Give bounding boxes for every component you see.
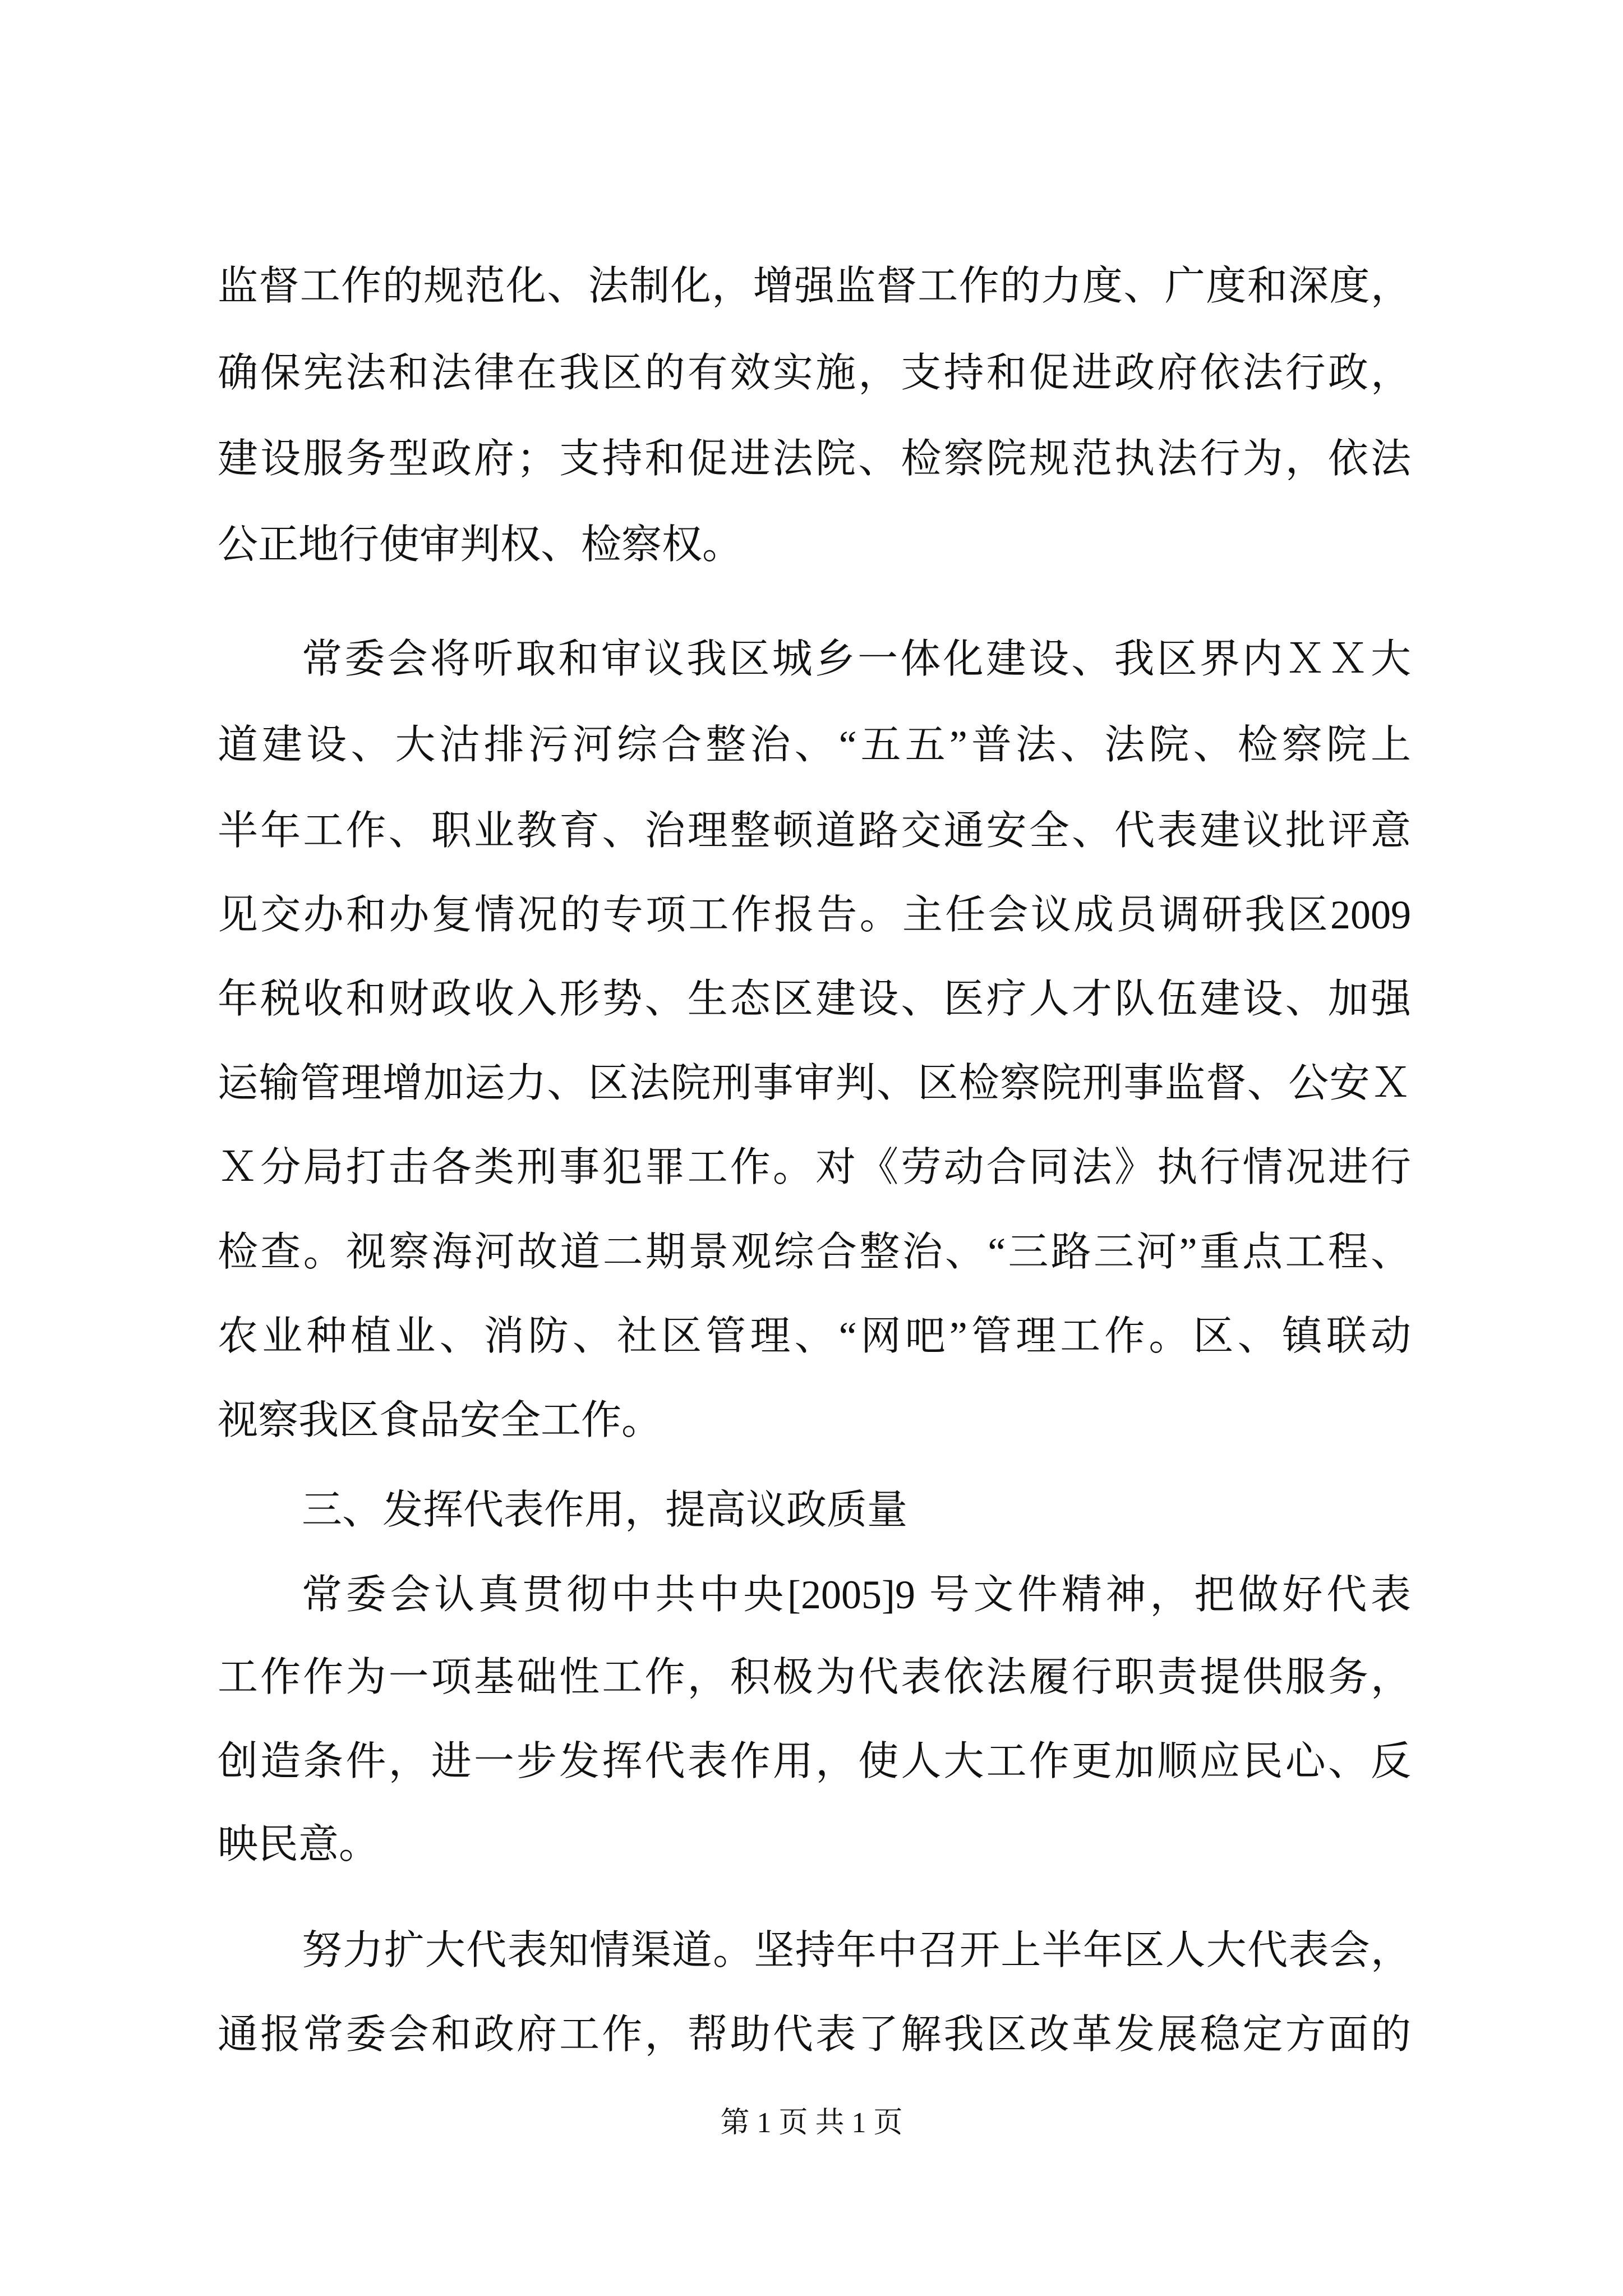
text-line: 农业种植业、消防、社区管理、“网吧”管理工作。区、镇联动 (218, 1314, 1411, 1359)
text-line: 检查。视察海河故道二期景观综合整治、“三路三河”重点工程、 (218, 1230, 1411, 1274)
text-line: 确保宪法和法律在我区的有效实施，支持和促进政府依法行政， (218, 351, 1411, 395)
text-line: 建设服务型政府；支持和促进法院、检察院规范执法行为，依法 (218, 436, 1411, 481)
text-line: 工作作为一项基础性工作，积极为代表依法履行职责提供服务， (218, 1655, 1411, 1700)
text-line: 道建设、大沽排污河综合整治、“五五”普法、法院、检察院上 (218, 723, 1411, 767)
text-line: 通报常委会和政府工作，帮助代表了解我区改革发展稳定方面的 (218, 2012, 1411, 2057)
text-line: 创造条件，进一步发挥代表作用，使人大工作更加顺应民心、反 (218, 1739, 1411, 1784)
text-line: 见交办和办复情况的专项工作报告。主任会议成员调研我区2009 (218, 892, 1411, 937)
text-line: 监督工作的规范化、法制化，增强监督工作的力度、广度和深度， (218, 264, 1411, 309)
text-line: 常委会认真贯彻中共中央[2005]9 号文件精神，把做好代表 (302, 1572, 1411, 1617)
section-heading-text: 三、发挥代表作用，提高议政质量 (302, 1488, 908, 1533)
text-line: 年税收和财政收入形势、生态区建设、医疗人才队伍建设、加强 (218, 977, 1411, 1022)
text-line: 运输管理增加运力、区法院刑事审判、区检察院刑事监督、公安Ｘ (218, 1061, 1411, 1106)
page-footer: 第 1 页 共 1 页 (720, 2107, 903, 2139)
text-line: 公正地行使审判权、检察权。 (218, 522, 743, 567)
text-line: 半年工作、职业教育、治理整顿道路交通安全、代表建议批评意 (218, 808, 1411, 853)
text-line: 努力扩大代表知情渠道。坚持年中召开上半年区人大代表会， (302, 1928, 1411, 1973)
text-line: Ｘ分局打击各类刑事犯罪工作。对《劳动合同法》执行情况进行 (218, 1145, 1411, 1190)
text-line: 常委会将听取和审议我区城乡一体化建设、我区界内ＸＸ大 (302, 637, 1411, 682)
text-line: 映民意。 (218, 1822, 380, 1867)
text-line: 视察我区食品安全工作。 (218, 1398, 662, 1443)
